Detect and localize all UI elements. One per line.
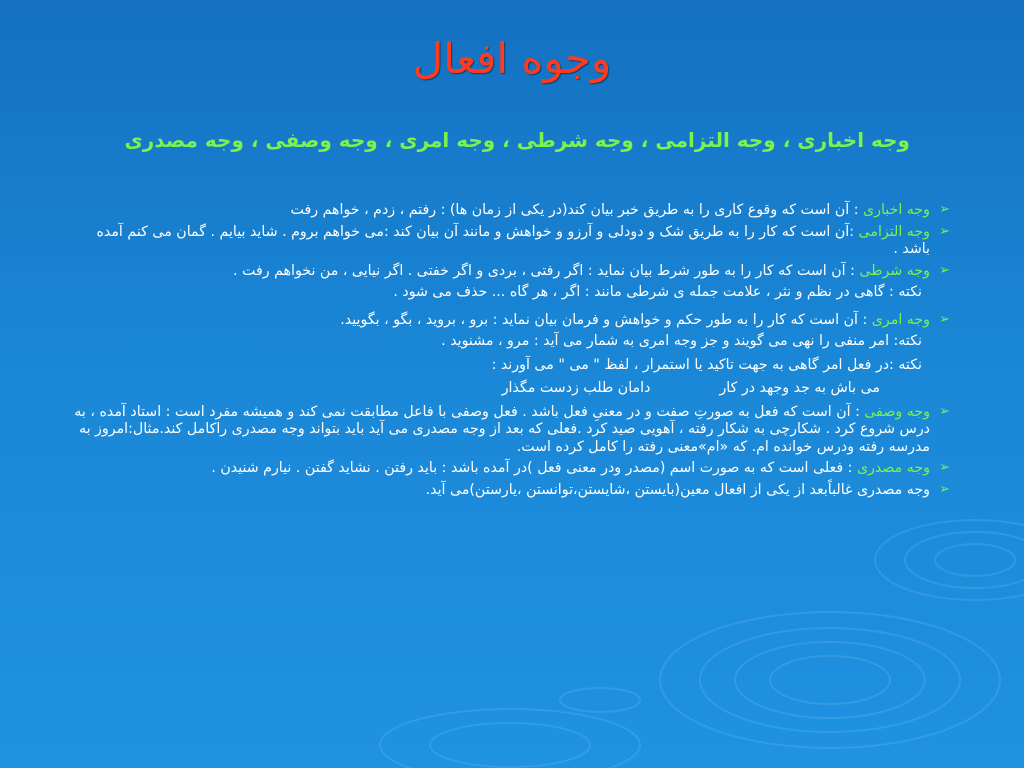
term-label: وجه شرطی [859,262,930,279]
bullet-arrow-icon: ➢ [939,481,950,497]
item-text: : آن است که فعل به صورتِ صفت و در معنیِ فعل باشد . فعل وصفی با فاعل مطابقت نمی کند و همیشه مفرد است : استاد آمده ، به درس شروع کرد . شکارچی به شکار رفته ، آهویی صید کرد .فعلی که بعد از وجه مصدری می آید باید بتواند وجه مصدری راکامل کند.مثال:امروز به مدرسه رفته ودرس خوانده ام. که «ام»معنی رفته را کامل کرده است. [74,403,930,455]
bullet-arrow-icon: ➢ [939,202,950,217]
poem-hemistich-2: دامان طلب زدست مگذار [501,380,651,396]
item-text: وجه مصدری غالباًبعد از یکی از افعال معین(بایستن ،شایستن،توانستن ،یارستن)می آید. [425,481,930,498]
note-line: نکته: امر منفی را نهی می گویند و جز وجه امری به شمار می آید : مرو ، مشنوید . [441,333,922,349]
bullet-arrow-icon: ➢ [939,223,950,239]
term-label: وجه امری [871,311,930,328]
item-text: : آن است که کار را به طور حکم و خواهش و فرمان بیان نماید : برو ، بروید ، بگو ، بگویید. [340,311,872,328]
item-text: : آن است که وقوع کاری را به طریق خبر بیان کند(در یکی از زمان ها) : رفتم ، زدم ، خواهم رفت [290,202,863,218]
list-item [70,312,950,330]
term-label: وجه مصدری [856,460,930,476]
list-item [70,482,950,500]
list-item [70,404,950,457]
poem-line [70,380,950,398]
list-item [70,263,950,281]
item-text: : آن است که کار را به طور شرط بیان نماید : اگر رفتی ، بردی و اگر خفتی . اگر نیایی ، من نخواهم رفت . [233,262,860,279]
content-list [70,202,950,503]
list-item [70,202,950,220]
list-item [70,224,950,259]
bullet-arrow-icon: ➢ [939,460,950,475]
slide-title: وجوه افعال [412,34,612,83]
term-label: وجه وصفی [864,403,930,420]
slide-subtitle: وجه اخباری ، وجه التزامی ، وجه شرطی ، وجه امری ، وجه وصفی ، وجه مصدری [124,128,910,152]
item-text: : فعلی است که به صورت اسم (مصدر ودر معنی فعل )در آمده باشد : باید رفتن . نشاید گفتن . نیارم شنیدن . [211,460,857,476]
bullet-arrow-icon: ➢ [939,311,950,327]
note-line: نکته :در فعل امر گاهی به جهت تاکید یا استمرار ، لفظ " می " می آورند : [491,356,922,373]
bullet-arrow-icon: ➢ [939,403,950,419]
term-label: وجه التزامی [858,223,930,240]
term-label: وجه اخباری [862,202,930,218]
poem-hemistich-1: می باش به جد وجهد در کار [719,380,880,396]
item-text: :آن است که کار را به طریق شک و دودلی و آرزو و خواهش و مانند آن بیان کند :می خواهم بروم . شاید بیایم . گمان می کنم آمده باشد . [96,223,930,257]
note-line: نکته : گاهی در نظم و نثر ، علامت جمله ی شرطی مانند : اگر ، هر گاه ... حذف می شود . [393,284,922,300]
list-item [70,460,950,478]
bullet-arrow-icon: ➢ [939,262,950,278]
